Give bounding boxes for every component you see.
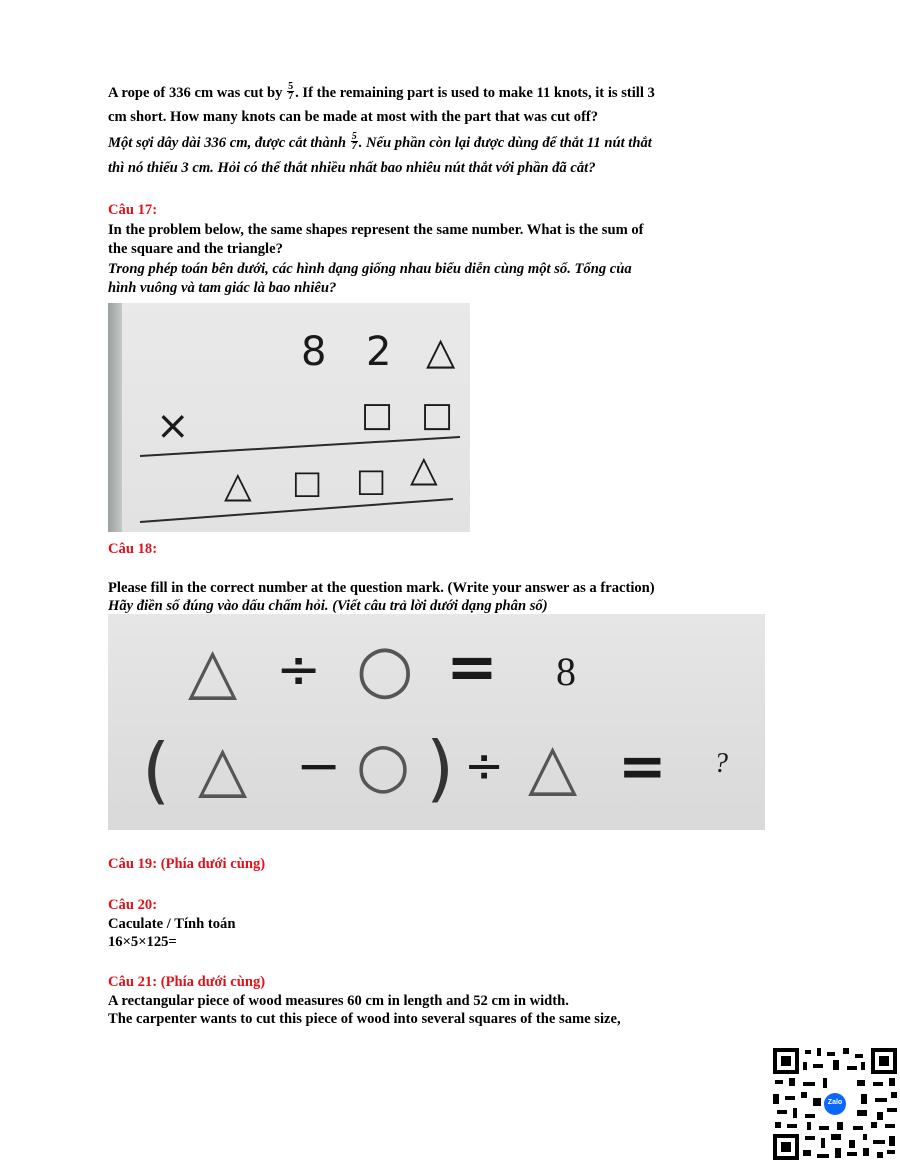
triangle-shape: △	[224, 465, 252, 506]
q17-heading: Câu 17:	[108, 202, 158, 218]
digit-2: 2	[366, 329, 392, 375]
zalo-badge-label: Zalo	[827, 1099, 843, 1106]
triangle-shape: △	[426, 329, 456, 373]
triangle-shape: △	[188, 634, 238, 708]
square-shape: □	[421, 395, 454, 435]
q17-multiplication-photo	[108, 303, 470, 532]
q16-vietnamese-line-1: Một sợi dây dài 336 cm, được cắt thành $\frac{5}{7}$ . Nếu phần còn lại được dùng để thắt 11 nút thắt	[108, 131, 652, 153]
q16-english-line-1: A rope of 336 cm was cut by $\frac{5}{7}$ . If the remaining part is used to make 11 knots, it is still 3	[108, 81, 655, 103]
number-eight: 8	[556, 649, 576, 694]
q16-english-line-2: cm short. How many knots can be made at most with the part that was cut off?	[108, 109, 599, 125]
q18-equation-photo	[108, 614, 765, 830]
q20-heading: Câu 20:	[108, 897, 158, 913]
divide-sign: ÷	[276, 638, 322, 701]
square-shape: □	[292, 463, 323, 501]
q16-vietnamese-line-2: thì nó thiếu 3 cm. Hỏi có thể thắt nhiều nhất bao nhiêu nút thắt với phần đã cắt?	[108, 160, 596, 176]
divide-sign: ÷	[464, 738, 505, 794]
fraction-five-sevenths-vi: $\frac{5}{7}$	[351, 131, 357, 153]
q17-english-line-1: In the problem below, the same shapes represent the same number. What is the sum of	[108, 222, 644, 238]
q19-heading: Câu 19: (Phía dưới cùng)	[108, 856, 266, 872]
q17-vietnamese-line-1: Trong phép toán bên dưới, các hình dạng giống nhau biểu diễn cùng một số. Tổng của	[108, 261, 632, 277]
multiply-sign: ×	[156, 403, 190, 449]
circle-shape: ○	[356, 728, 411, 801]
question-mark: ?	[714, 748, 728, 779]
q17-english-line-2: the square and the triangle?	[108, 241, 283, 257]
q21-line-1: A rectangular piece of wood measures 60 cm in length and 52 cm in width.	[108, 993, 569, 1009]
q20-line-1: Caculate / Tính toán	[108, 916, 236, 932]
q17-vietnamese-line-2: hình vuông và tam giác là bao nhiêu?	[108, 280, 337, 296]
equals-sign: =	[446, 630, 498, 703]
q18-heading: Câu 18:	[108, 541, 158, 557]
equals-sign: =	[618, 732, 667, 800]
q21-heading: Câu 21: (Phía dưới cùng)	[108, 974, 266, 990]
circle-shape: ○	[356, 630, 414, 707]
q20-line-2: 16×5×125=	[108, 934, 177, 950]
triangle-shape: △	[410, 449, 438, 490]
q18-vietnamese: Hãy điền số đúng vào dấu chấm hỏi. (Viết câu trả lời dưới dạng phân số)	[108, 598, 548, 614]
q21-line-2: The carpenter wants to cut this piece of wood into several squares of the same size,	[108, 1011, 621, 1027]
result-lines	[108, 303, 470, 532]
minus-sign: −	[296, 734, 342, 797]
open-paren: (	[142, 728, 171, 812]
fraction-five-sevenths: $\frac{5}{7}$	[288, 81, 294, 103]
digit-8: 8	[301, 329, 327, 375]
close-paren: )	[426, 726, 455, 810]
square-shape: □	[361, 395, 394, 435]
triangle-shape: △	[528, 730, 578, 804]
triangle-shape: △	[198, 732, 248, 806]
square-shape: □	[356, 461, 387, 499]
q18-english: Please fill in the correct number at the question mark. (Write your answer as a fraction)	[108, 580, 655, 596]
